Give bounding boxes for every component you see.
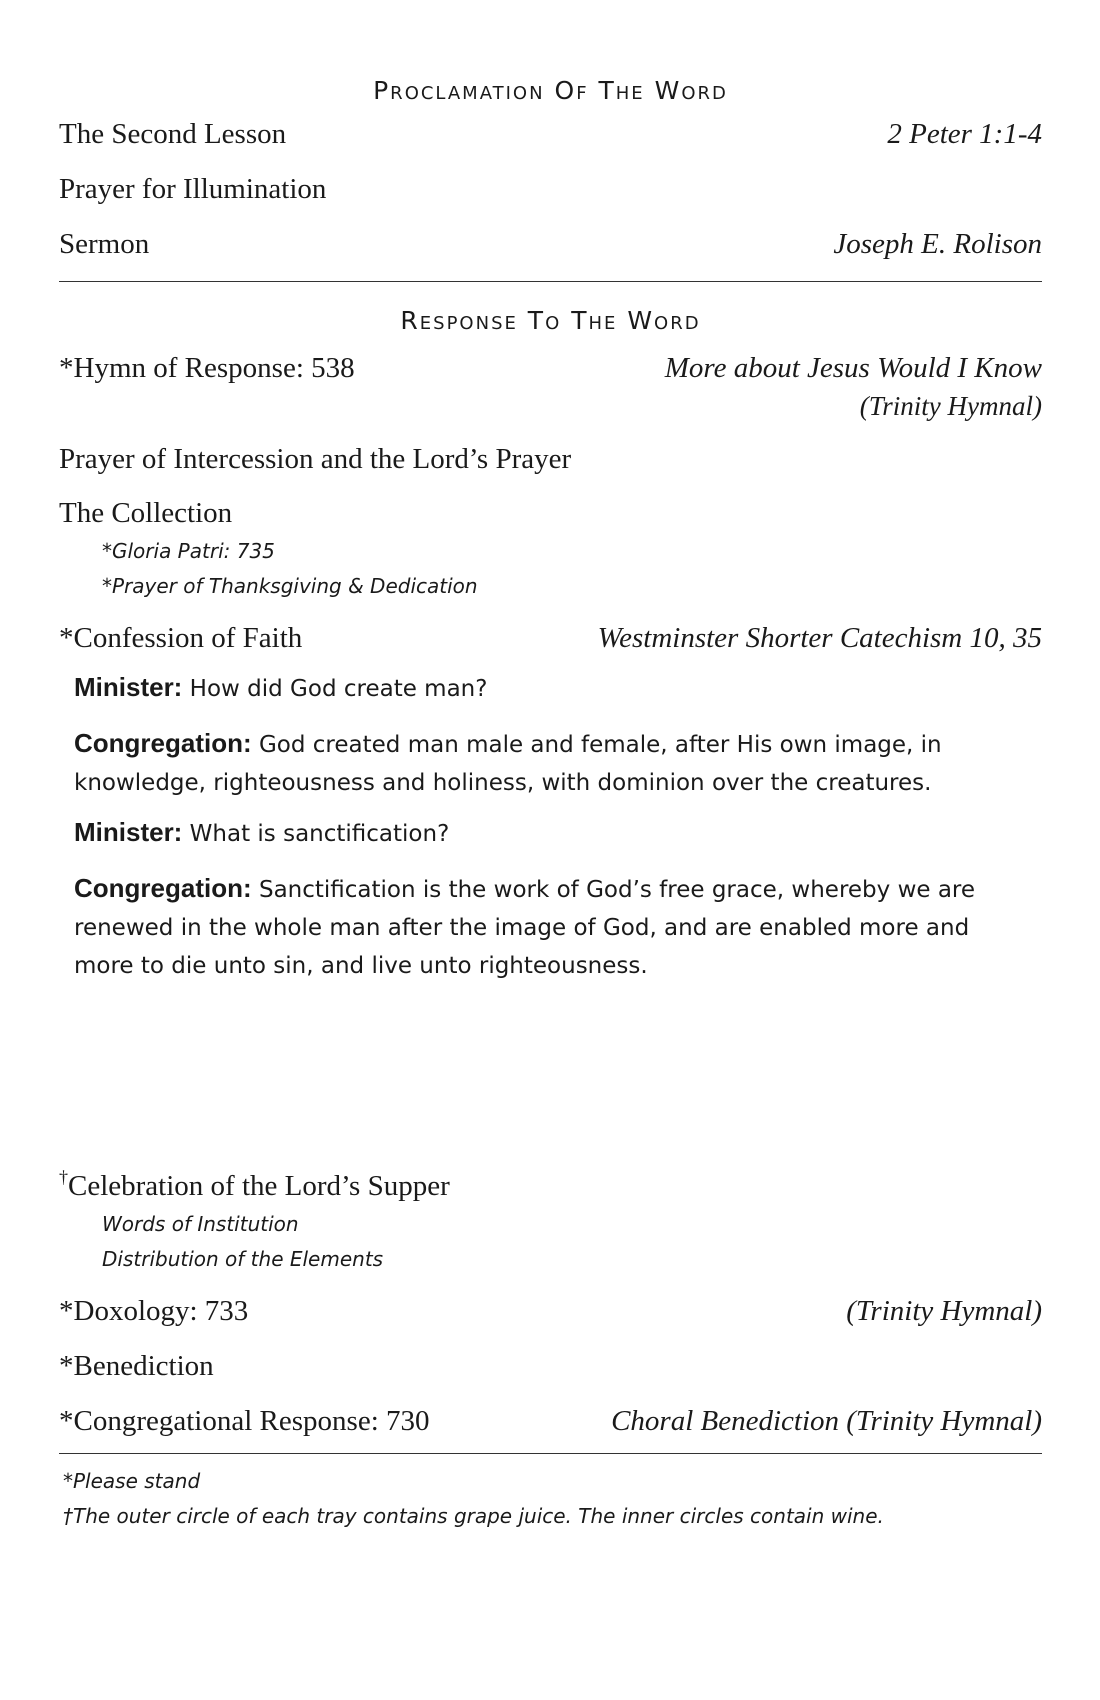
supper-label: Celebration of the Lord’s Supper — [68, 1170, 450, 1202]
supper-row — [59, 1167, 1042, 1203]
catechism-text: God created man male and female, after His own image, in knowledge, righteousness and holiness, with dominion over the creatures. — [74, 732, 942, 796]
collection-item: *Gloria Patri: 735 — [102, 539, 275, 563]
catechism-line — [74, 668, 1034, 708]
hymn-title: More about Jesus Would I Know — [664, 352, 1042, 384]
second-lesson-ref: 2 Peter 1:1-4 — [887, 118, 1042, 150]
hymn-label: *Hymn of Response: 538 — [59, 352, 355, 384]
prayer-illumination-label: Prayer for Illumination — [59, 173, 327, 205]
confession-source: Westminster Shorter Catechism 10, 35 — [597, 622, 1042, 654]
collection-label: The Collection — [59, 497, 233, 529]
cong-response-row — [59, 1405, 1042, 1438]
speaker-label: Congregation: — [74, 728, 252, 758]
doxology-row — [59, 1295, 1042, 1328]
hymn-row — [59, 352, 1042, 385]
dagger-mark: † — [59, 1167, 68, 1187]
catechism-line — [74, 724, 1034, 802]
proclamation-heading: Proclamation Of The Word — [373, 76, 728, 105]
benediction-label: *Benediction — [59, 1350, 214, 1382]
cong-response-label: *Congregational Response: 730 — [59, 1405, 430, 1437]
collection-item: *Prayer of Thanksgiving & Dedication — [102, 574, 478, 598]
benediction-row — [59, 1350, 1042, 1383]
collection-row — [59, 497, 1042, 530]
bulletin-page — [59, 0, 1042, 1700]
supper-title — [59, 1167, 450, 1203]
catechism-text: Sanctification is the work of God’s free grace, whereby we are renewed in the whole man after the image of God, and are enabled more and more to die unto sin, and live unto righteousness. — [74, 877, 976, 979]
supper-item: Words of Institution — [102, 1212, 299, 1236]
doxology-source: (Trinity Hymnal) — [846, 1295, 1042, 1327]
cong-response-title: Choral Benediction (Trinity Hymnal) — [611, 1405, 1042, 1437]
intercession-row — [59, 443, 1042, 476]
sermon-row — [59, 228, 1042, 261]
catechism-line — [74, 869, 1034, 985]
footnote-tray: †The outer circle of each tray contains grape juice. The inner circles contain wine. — [63, 1504, 884, 1528]
second-lesson-label: The Second Lesson — [59, 118, 287, 150]
speaker-label: Minister: — [74, 817, 183, 847]
catechism-text: What is sanctification? — [189, 821, 450, 847]
divider — [59, 1453, 1042, 1454]
speaker-label: Minister: — [74, 672, 183, 702]
sermon-label: Sermon — [59, 228, 150, 260]
second-lesson-row — [59, 118, 1042, 151]
catechism-text: How did God create man? — [189, 676, 488, 702]
confession-row — [59, 622, 1042, 655]
catechism-line — [74, 813, 1034, 853]
doxology-label: *Doxology: 733 — [59, 1295, 249, 1327]
hymn-source: (Trinity Hymnal) — [859, 391, 1042, 421]
supper-item: Distribution of the Elements — [102, 1247, 384, 1271]
footnote-stand: *Please stand — [63, 1469, 201, 1493]
speaker-label: Congregation: — [74, 873, 252, 903]
intercession-label: Prayer of Intercession and the Lord’s Prayer — [59, 443, 572, 475]
response-heading: Response To The Word — [400, 306, 701, 335]
confession-label: *Confession of Faith — [59, 622, 303, 654]
divider — [59, 281, 1042, 282]
sermon-preacher: Joseph E. Rolison — [833, 228, 1042, 260]
prayer-illumination-row — [59, 173, 1042, 206]
